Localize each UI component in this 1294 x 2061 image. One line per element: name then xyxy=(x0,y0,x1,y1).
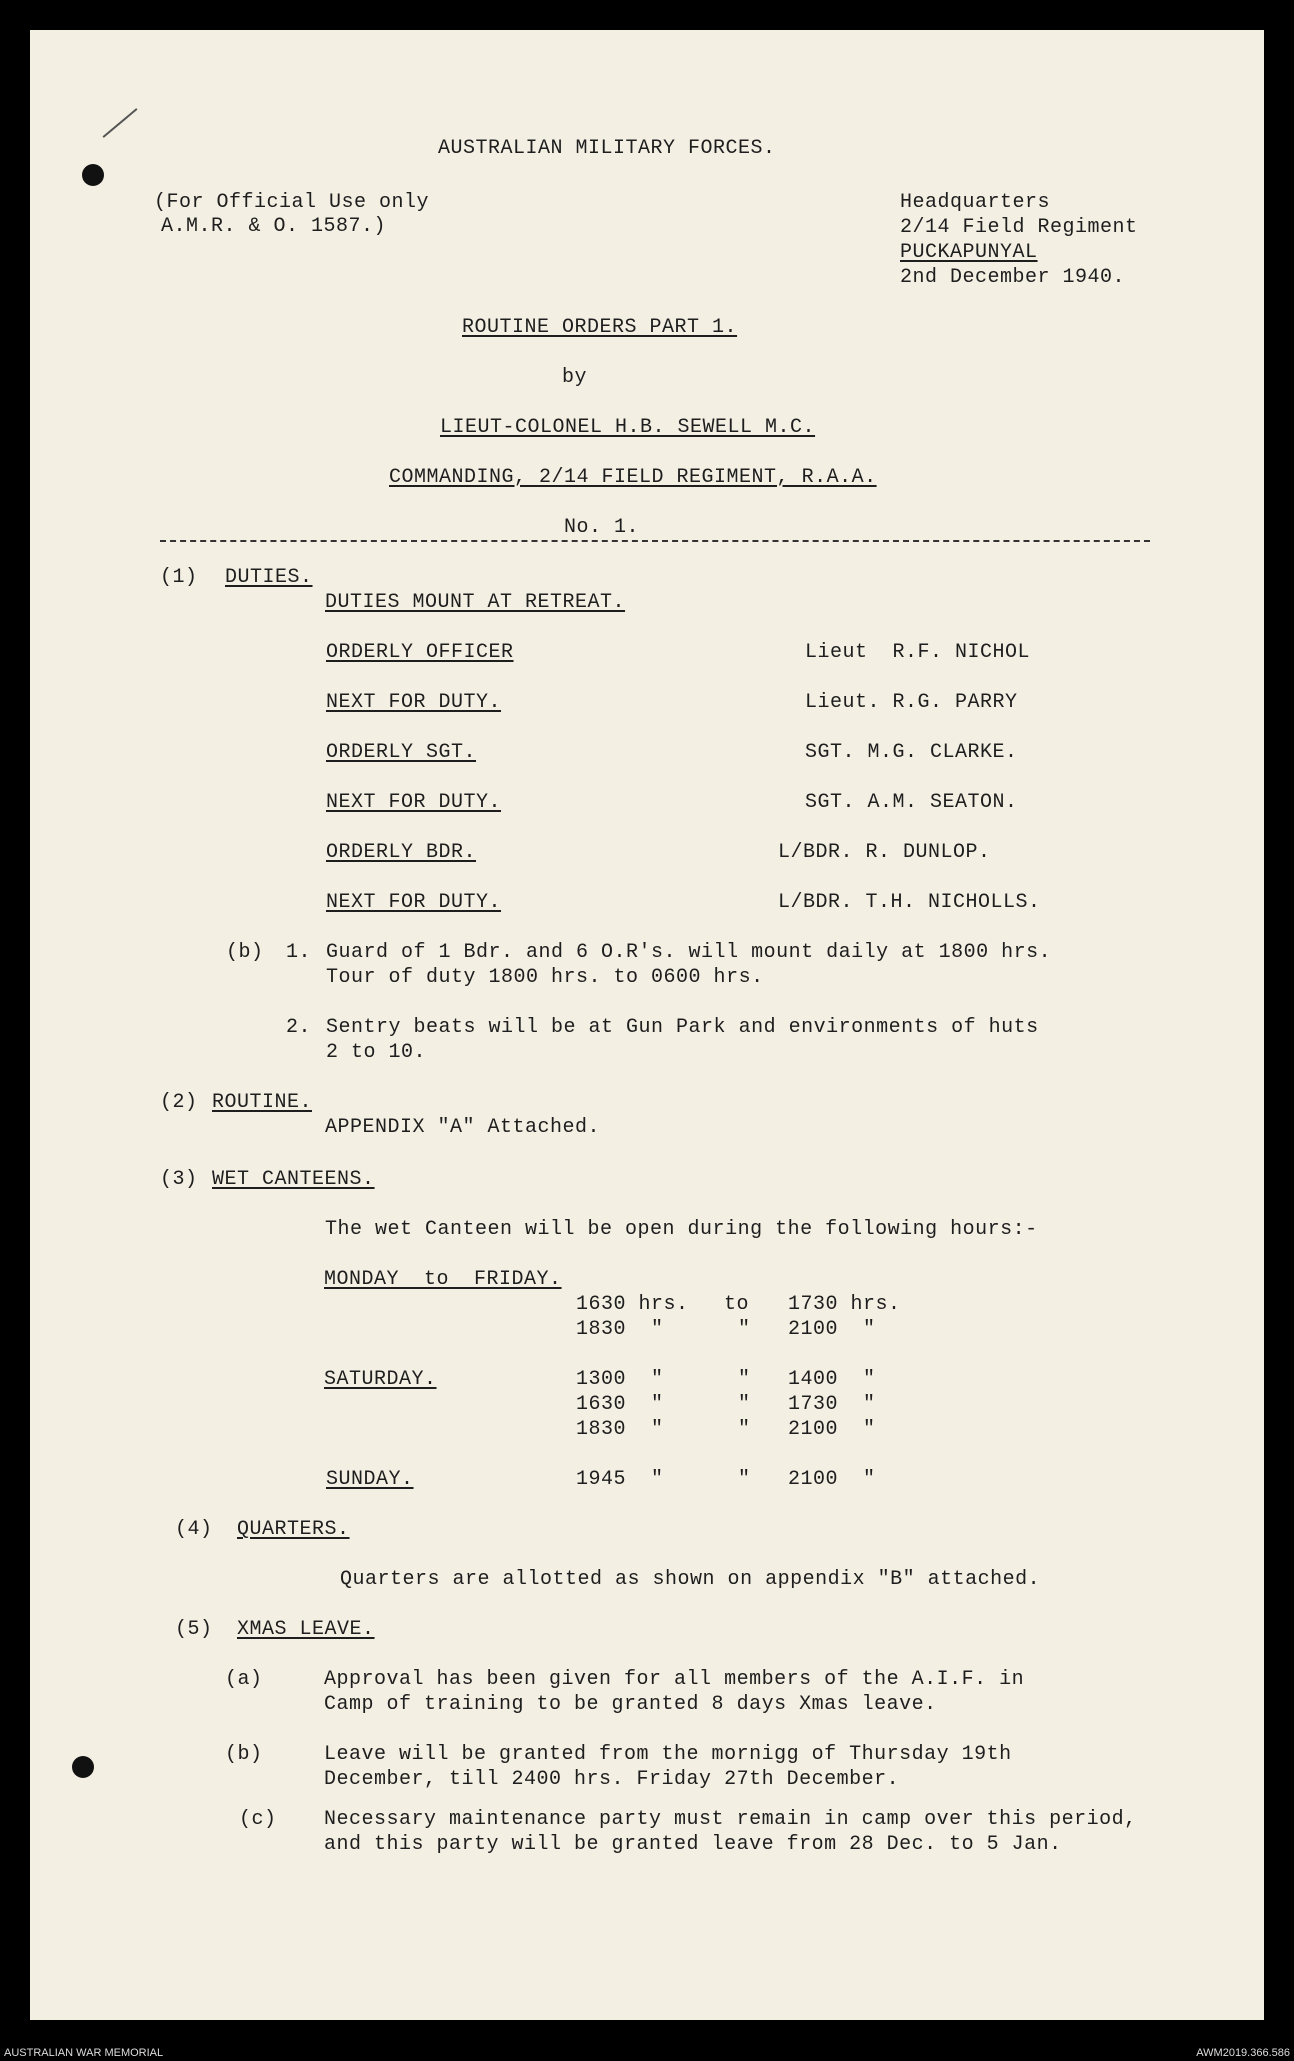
duty-name: Lieut. R.G. PARRY xyxy=(805,691,1018,714)
leave-b-line1: Leave will be granted from the mornigg of Thursday 19th xyxy=(324,1743,1012,1766)
section-1-number: (1) xyxy=(160,566,198,589)
section-4-number: (4) xyxy=(175,1518,213,1541)
section-5-heading: XMAS LEAVE. xyxy=(237,1618,375,1641)
hours-to: 2100 " xyxy=(788,1468,876,1491)
leave-c-line1: Necessary maintenance party must remain in camp over this period, xyxy=(324,1808,1137,1831)
hours-from: 1630 hrs. xyxy=(576,1293,689,1316)
footer-archive-name: AUSTRALIAN WAR MEMORIAL xyxy=(4,2047,164,2059)
hours-from: 1945 " xyxy=(576,1468,664,1491)
punch-hole-top xyxy=(82,164,104,186)
hours-from: 1830 " xyxy=(576,1318,664,1341)
punch-hole-bottom xyxy=(72,1756,94,1778)
leave-a-line1: Approval has been given for all members of the A.I.F. in xyxy=(324,1668,1025,1691)
canteens-intro: The wet Canteen will be open during the following hours:- xyxy=(325,1218,1038,1241)
hours-from: 1300 " xyxy=(576,1368,664,1391)
section-3-number: (3) xyxy=(160,1168,198,1191)
leave-a-line2: Camp of training to be granted 8 days Xmas leave. xyxy=(324,1693,937,1716)
duty-name: L/BDR. R. DUNLOP. xyxy=(778,841,991,864)
orders-by: by xyxy=(562,366,588,389)
section-2-heading: ROUTINE. xyxy=(212,1091,313,1114)
leave-c-line2: and this party will be granted leave from 28 Dec. to 5 Jan. xyxy=(324,1833,1062,1856)
hq-line1: Headquarters xyxy=(900,191,1051,214)
official-use-line2: A.M.R. & O. 1587.) xyxy=(161,215,387,238)
leave-b-line2: December, till 2400 hrs. Friday 27th December. xyxy=(324,1768,900,1791)
quarters-text: Quarters are allotted as shown on appendix "B" attached. xyxy=(340,1568,1041,1591)
hours-to-word: " xyxy=(738,1393,751,1416)
duty-name: SGT. A.M. SEATON. xyxy=(805,791,1018,814)
duties-b2-line2: 2 to 10. xyxy=(326,1041,427,1064)
hours-from: 1630 " xyxy=(576,1393,664,1416)
hours-to: 1730 " xyxy=(788,1393,876,1416)
hours-from: 1830 " xyxy=(576,1418,664,1441)
hours-to: 1400 " xyxy=(788,1368,876,1391)
canteens-saturday-label: SATURDAY. xyxy=(324,1368,437,1391)
hours-to: 1730 hrs. xyxy=(788,1293,901,1316)
duty-name: L/BDR. T.H. NICHOLLS. xyxy=(778,891,1041,914)
footer-accession-number: AWM2019.366.586 xyxy=(1196,2047,1290,2059)
orders-title: ROUTINE ORDERS PART 1. xyxy=(462,316,738,339)
routine-text: APPENDIX "A" Attached. xyxy=(325,1116,601,1139)
hq-date: 2nd December 1940. xyxy=(900,266,1126,289)
orders-commanding: COMMANDING, 2/14 FIELD REGIMENT, R.A.A. xyxy=(389,466,877,489)
duties-b2-number: 2. xyxy=(286,1016,312,1039)
canteens-sunday-label: SUNDAY. xyxy=(326,1468,414,1491)
duties-b-label: (b) xyxy=(226,941,264,964)
duties-b1-line2: Tour of duty 1800 hrs. to 0600 hrs. xyxy=(326,966,764,989)
duties-b1-number: 1. xyxy=(286,941,312,964)
section-4-heading: QUARTERS. xyxy=(237,1518,350,1541)
duty-name: Lieut R.F. NICHOL xyxy=(805,641,1031,664)
orders-number: No. 1. xyxy=(564,516,640,539)
hours-to-word: " xyxy=(738,1318,751,1341)
section-1-heading: DUTIES. xyxy=(225,566,313,589)
duty-name: SGT. M.G. CLARKE. xyxy=(805,741,1018,764)
duties-b2-line1: Sentry beats will be at Gun Park and environments of huts xyxy=(326,1016,1039,1039)
duty-role: ORDERLY SGT. xyxy=(326,741,477,764)
duty-role: NEXT FOR DUTY. xyxy=(326,791,502,814)
leave-a-label: (a) xyxy=(225,1668,263,1691)
hours-to-word: " xyxy=(738,1368,751,1391)
document-page xyxy=(30,30,1264,2020)
section-3-heading: WET CANTEENS. xyxy=(212,1168,375,1191)
section-5-number: (5) xyxy=(175,1618,213,1641)
pencil-mark xyxy=(103,108,138,138)
document-title: AUSTRALIAN MILITARY FORCES. xyxy=(438,137,776,160)
duty-role: ORDERLY OFFICER xyxy=(326,641,514,664)
hours-to: 2100 " xyxy=(788,1318,876,1341)
hq-location: PUCKAPUNYAL xyxy=(900,241,1038,264)
duties-b1-line1: Guard of 1 Bdr. and 6 O.R's. will mount daily at 1800 hrs. xyxy=(326,941,1052,964)
orders-officer: LIEUT-COLONEL H.B. SEWELL M.C. xyxy=(440,416,816,439)
duty-role: ORDERLY BDR. xyxy=(326,841,477,864)
hq-line2: 2/14 Field Regiment xyxy=(900,216,1138,239)
leave-b-label: (b) xyxy=(225,1743,263,1766)
hours-to-word: " xyxy=(738,1418,751,1441)
leave-c-label: (c) xyxy=(239,1808,277,1831)
hours-to-word: to xyxy=(724,1293,750,1316)
canteens-monday-label: MONDAY to FRIDAY. xyxy=(324,1268,562,1291)
duty-role: NEXT FOR DUTY. xyxy=(326,691,502,714)
official-use-line1: (For Official Use only xyxy=(154,191,430,214)
duties-subheading: DUTIES MOUNT AT RETREAT. xyxy=(325,591,626,614)
hours-to: 2100 " xyxy=(788,1418,876,1441)
heading-rule xyxy=(160,540,1150,542)
duty-role: NEXT FOR DUTY. xyxy=(326,891,502,914)
section-2-number: (2) xyxy=(160,1091,198,1114)
hours-to-word: " xyxy=(738,1468,751,1491)
